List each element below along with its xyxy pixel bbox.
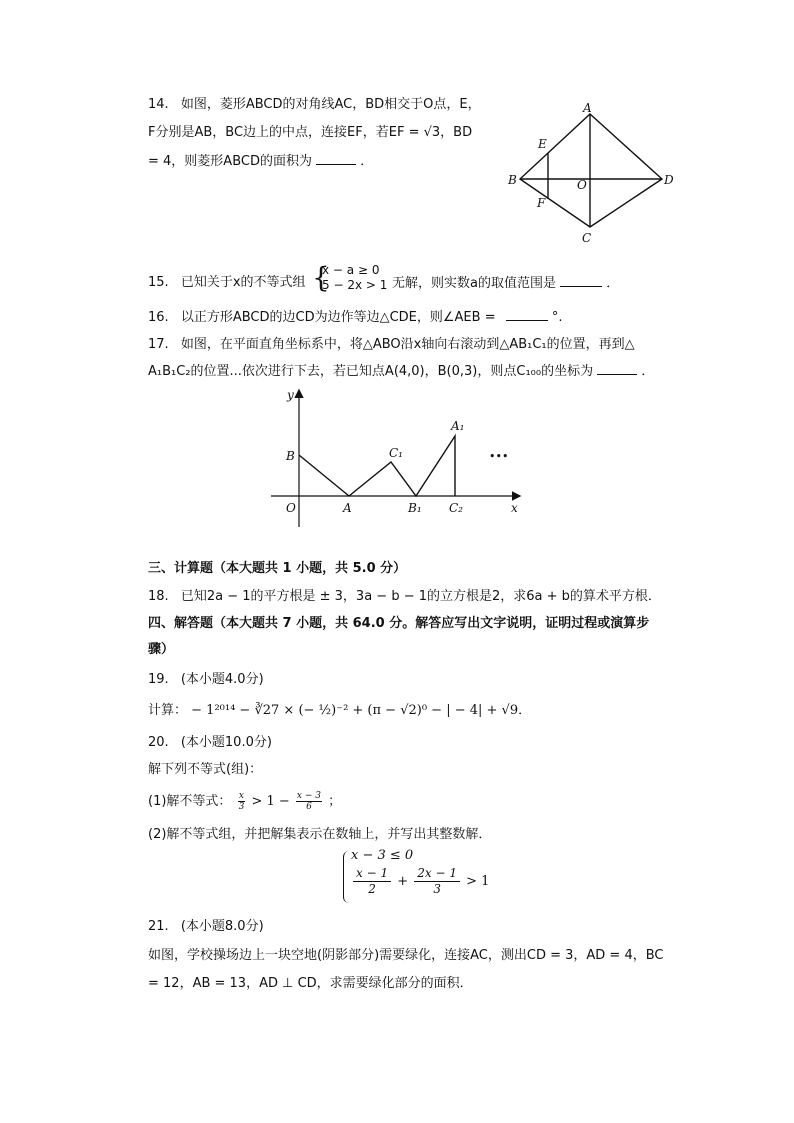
q18-line [148, 588, 661, 606]
q17-end: ． [641, 364, 655, 379]
q20-part2: (2)解不等式组，并把解集表示在数轴上，并写出其整数解． [148, 827, 492, 842]
q15-tail [392, 274, 619, 293]
q15-end: ． [606, 276, 620, 291]
q17-line2 [148, 362, 654, 381]
rhombus-figure [500, 100, 685, 245]
q20-sys-end: > 1 [466, 874, 490, 889]
q15-text-after: 无解，则实数a的取值范围是 [392, 276, 556, 291]
q20-part1-fraction-right: $\frac{x - 3}{6}$ [296, 791, 321, 812]
q20-part1 [148, 791, 341, 812]
q19-header [148, 671, 264, 689]
q15-brace: { [312, 261, 330, 294]
q14-number: 14. [148, 97, 169, 112]
q14-text-line1: 如图，菱形ABCD的对角线AC，BD相交于O点，E， [180, 97, 481, 112]
section3-heading: 三、计算题（本大题共 1 小题，共 5.0 分） [148, 561, 407, 576]
q21-text-line2: = 12，AB = 13，AD ⊥ CD，求需要绿化部分的面积． [148, 976, 473, 991]
label-o: O [286, 501, 296, 515]
section4-heading-line2: 骤） [148, 642, 175, 657]
q17-answer-blank[interactable] [597, 362, 637, 375]
q14-line3 [148, 152, 373, 171]
rolling-triangle-figure [265, 385, 535, 530]
q16-end: °. [551, 310, 563, 325]
q20-sys-plus: + [397, 874, 409, 889]
q14-text-line2: F分别是AB，BC边上的中点，连接EF，若EF = √3，BD [148, 125, 473, 140]
q16-text: 以正方形ABCD的边CD为边作等边△CDE，则∠AEB = [180, 310, 496, 325]
q14-end: ． [360, 154, 374, 169]
q17-text-line2: A₁B₁C₂的位置...依次进行下去，若已知点A(4,0)，B(0,3)，则点C₁₀₀的坐标为 [148, 364, 594, 379]
label-f: F [537, 196, 546, 210]
label-x: x [511, 501, 518, 515]
label-b1: B₁ [408, 501, 422, 515]
label-c: C [582, 231, 592, 245]
q19-expression-line [148, 702, 531, 720]
q20-system-line1: x − 3 ≤ 0 [351, 848, 414, 863]
section4-heading-line1: 四、解答题（本大题共 7 小题，共 64.0 分。解答应写出文字说明，证明过程或演算步 [148, 616, 650, 631]
q20-intro: 解下列不等式(组)： [148, 762, 263, 777]
q21-score: (本小题8.0分) [180, 919, 264, 934]
label-o: O [577, 178, 587, 192]
q15-line [148, 274, 306, 292]
q20-sys-fraction1: $\frac{x - 1}{2}$ [353, 866, 391, 897]
q15-number: 15. [148, 275, 169, 290]
q15-text-before: 已知关于x的不等式组 [180, 275, 306, 290]
label-e: E [538, 137, 547, 151]
rhombus-outline [520, 114, 662, 227]
q16-answer-blank[interactable] [506, 308, 548, 321]
q18-number: 18. [148, 589, 169, 604]
label-dots: ••• [489, 450, 509, 463]
q17-number: 17. [148, 337, 169, 352]
label-a1: A₁ [451, 419, 465, 433]
q20-score: (本小题10.0分) [180, 735, 272, 750]
q20-part1-fraction-left: $\frac{x}{3}$ [238, 791, 245, 812]
label-a: A [343, 501, 352, 515]
triangle-path [299, 436, 455, 496]
q20-number: 20. [148, 735, 169, 750]
q14-answer-blank[interactable] [316, 152, 356, 165]
q20-part1-label: (1)解不等式： [148, 794, 232, 809]
q21-text-line1: 如图，学校操场边上一块空地(阴影部分)需要绿化，连接AC，测出CD = 3，AD = 4，BC [148, 948, 664, 963]
label-a: A [583, 101, 592, 115]
q21-number: 21. [148, 919, 169, 934]
q20-sys-fraction2: $\frac{2x - 1}{3}$ [414, 866, 460, 897]
label-c1: C₁ [389, 446, 403, 460]
q17-text-line1: 如图，在平面直角坐标系中，将△ABO沿x轴向右滚动到△AB₁C₁的位置，再到△ [180, 337, 635, 352]
q16-number: 16. [148, 310, 169, 325]
q16-line [148, 308, 563, 327]
q19-expression: − 1²⁰¹⁴ − ∛27 × (− ½)⁻² + (π − √2)⁰ − | − 4| + √9． [191, 703, 532, 718]
q20-header [148, 734, 272, 752]
q15-ineq2: 5 − 2x > 1 [322, 278, 388, 292]
q20-part1-end: ； [328, 794, 342, 809]
q15-ineq1: x − a ≥ 0 [322, 263, 380, 277]
q19-score: (本小题4.0分) [180, 672, 264, 687]
q20-part1-mid: > 1 − [251, 794, 290, 809]
label-c2: C₂ [449, 501, 463, 515]
q17-line1 [148, 336, 635, 354]
label-y: y [287, 388, 294, 402]
q18-text: 已知2a − 1的平方根是 ± 3，3a − b − 1的立方根是2，求6a + b的算术平方根． [180, 589, 661, 604]
label-b: B [286, 449, 295, 463]
label-b: B [508, 173, 517, 187]
q14-line1 [148, 96, 481, 114]
q20-system-line2 [351, 866, 489, 897]
q15-answer-blank[interactable] [560, 274, 602, 287]
q14-text-line3: = 4，则菱形ABCD的面积为 [148, 154, 312, 169]
q21-header [148, 918, 264, 936]
q19-label: 计算： [148, 703, 188, 718]
label-d: D [664, 173, 674, 187]
q19-number: 19. [148, 672, 169, 687]
